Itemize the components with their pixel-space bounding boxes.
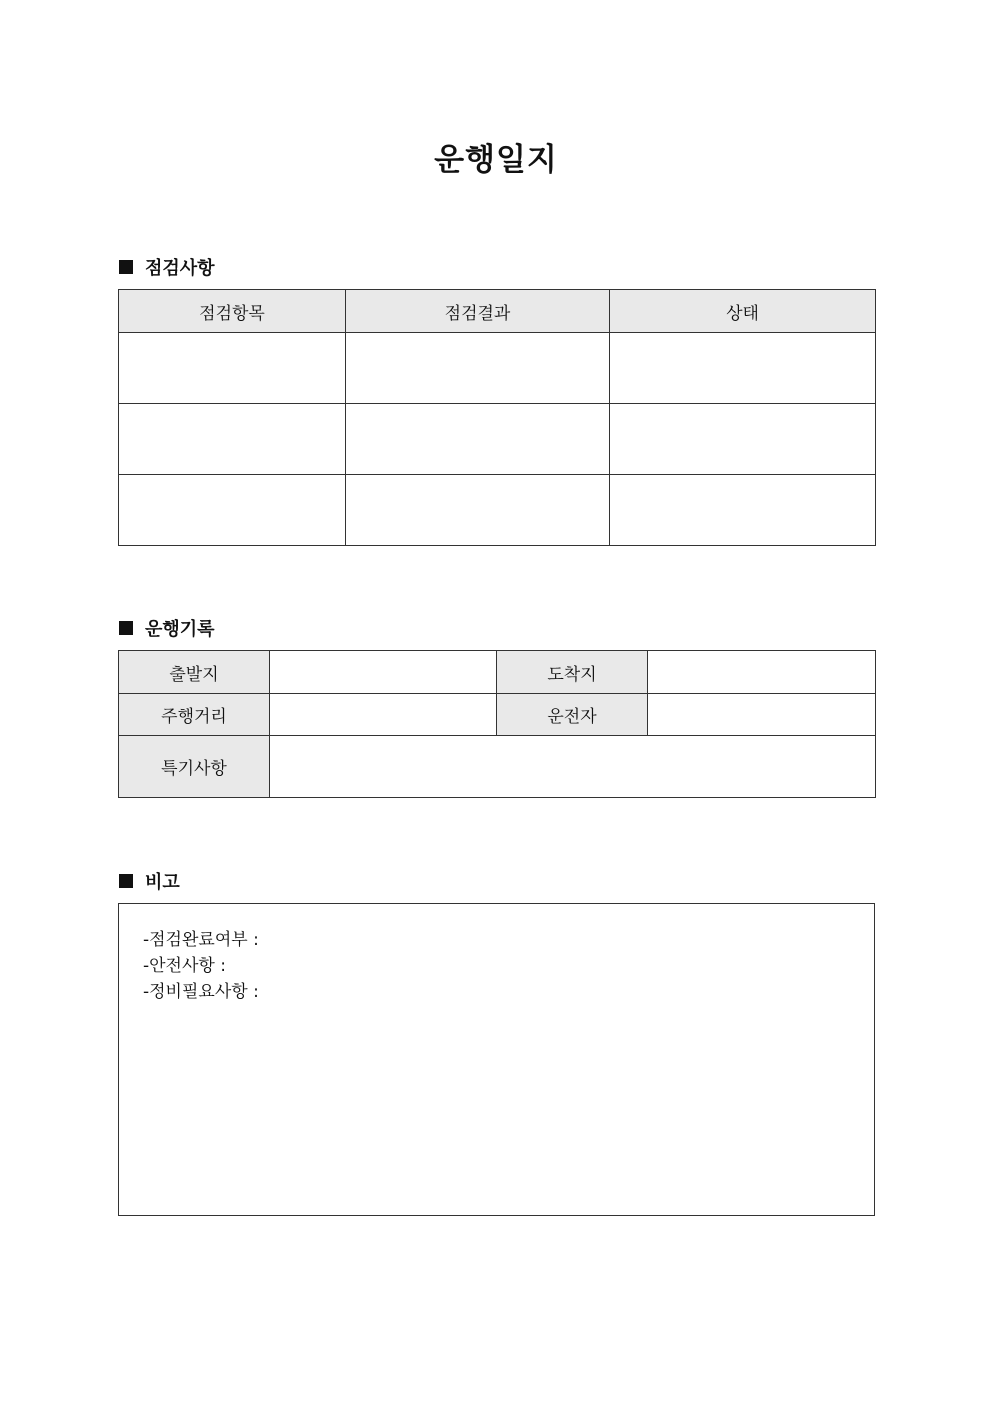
square-bullet-icon — [119, 260, 133, 274]
departure-field[interactable] — [270, 651, 497, 694]
arrival-field[interactable] — [648, 651, 876, 694]
inspection-heading-label: 점검사항 — [145, 258, 215, 279]
inspection-item-cell[interactable] — [119, 475, 346, 546]
column-header-status: 상태 — [610, 290, 876, 333]
driver-label: 운전자 — [497, 694, 648, 736]
inspection-item-cell[interactable] — [119, 404, 346, 475]
column-header-result: 점검결과 — [346, 290, 610, 333]
departure-label: 출발지 — [119, 651, 270, 694]
notes-label: 특기사항 — [119, 736, 270, 798]
driving-heading-label: 운행기록 — [145, 619, 215, 640]
table-row — [119, 475, 876, 546]
table-row — [119, 736, 876, 798]
remarks-box[interactable] — [118, 903, 875, 1216]
notes-field[interactable] — [270, 736, 876, 798]
square-bullet-icon — [119, 621, 133, 635]
inspection-result-cell[interactable] — [346, 333, 610, 404]
remarks-line-safety: -안전사항 : — [143, 956, 226, 976]
table-row — [119, 333, 876, 404]
remarks-section-heading — [119, 868, 180, 894]
inspection-status-cell[interactable] — [610, 475, 876, 546]
square-bullet-icon — [119, 874, 133, 888]
remarks-line-inspection-complete: -점검완료여부 : — [143, 930, 259, 950]
table-row — [119, 404, 876, 475]
inspection-status-cell[interactable] — [610, 333, 876, 404]
inspection-item-cell[interactable] — [119, 333, 346, 404]
distance-label: 주행거리 — [119, 694, 270, 736]
driving-section-heading — [119, 615, 215, 641]
remarks-line-maintenance: -정비필요사항 : — [143, 982, 259, 1002]
table-header-row — [119, 290, 876, 333]
remarks-heading-label: 비고 — [145, 872, 180, 893]
inspection-section-heading — [119, 254, 215, 280]
table-row — [119, 694, 876, 736]
inspection-result-cell[interactable] — [346, 475, 610, 546]
inspection-status-cell[interactable] — [610, 404, 876, 475]
inspection-result-cell[interactable] — [346, 404, 610, 475]
driver-field[interactable] — [648, 694, 876, 736]
distance-field[interactable] — [270, 694, 497, 736]
arrival-label: 도착지 — [497, 651, 648, 694]
inspection-table — [118, 289, 876, 546]
page-title: 운행일지 — [434, 142, 558, 178]
driving-record-table — [118, 650, 876, 798]
table-row — [119, 651, 876, 694]
column-header-item: 점검항목 — [119, 290, 346, 333]
